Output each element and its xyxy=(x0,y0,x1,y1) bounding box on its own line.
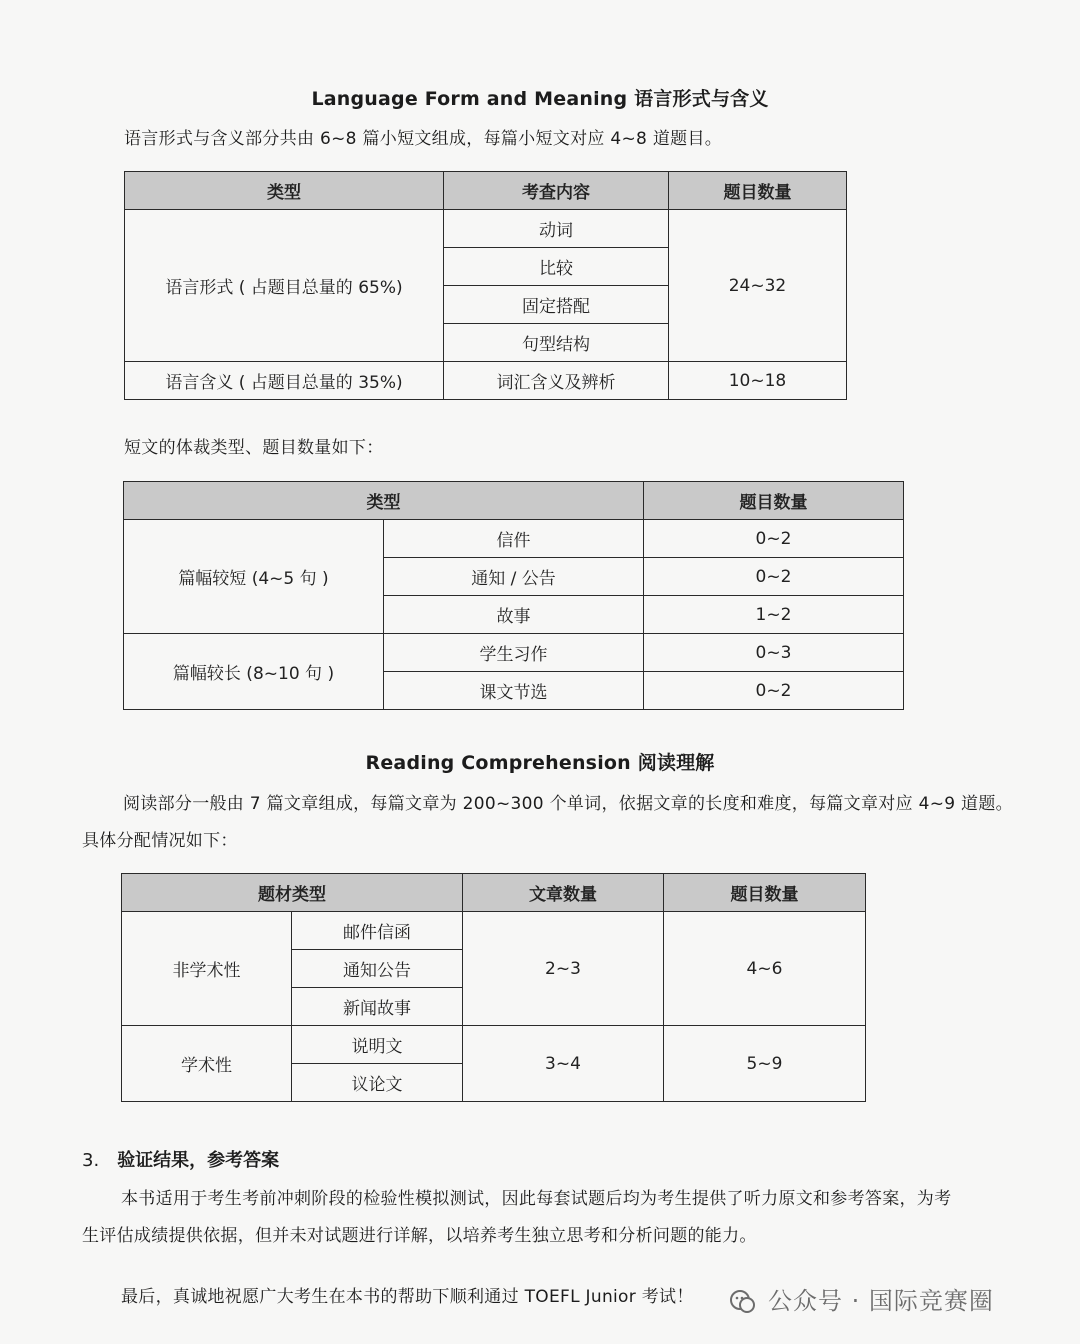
form-count-cell: 24~32 xyxy=(669,210,847,362)
articles-count-cell: 3~4 xyxy=(463,1026,664,1102)
count-cell: 1~2 xyxy=(644,596,904,634)
topic-item-cell: 邮件信函 xyxy=(292,912,463,950)
genre-intro: 短文的体裁类型、题目数量如下： xyxy=(124,438,384,458)
header-count: 题目数量 xyxy=(644,482,904,520)
watermark-text: 公众号 · 国际竞赛圈 xyxy=(768,1287,994,1315)
genre-cell: 课文节选 xyxy=(384,672,644,710)
header-questions: 题目数量 xyxy=(664,874,866,912)
form-item-cell: 动词 xyxy=(444,210,669,248)
reading-intro-line1: 阅读部分一般由 7 篇文章组成，每篇文章为 200~300 个单词，依据文章的长度和难度，每篇文章对应 4~9 道题。 xyxy=(123,794,1013,814)
academic-cell: 学术性 xyxy=(122,1026,292,1102)
watermark xyxy=(728,1284,994,1318)
table-header-row xyxy=(122,874,866,912)
articles-count-cell: 2~3 xyxy=(463,912,664,1026)
section-title-language-form: Language Form and Meaning 语言形式与含义 xyxy=(311,88,769,110)
wechat-icon xyxy=(728,1289,758,1315)
section3-para-line2: 生评估成绩提供依据，但并未对试题进行详解，以培养考生独立思考和分析问题的能力。 xyxy=(82,1226,757,1246)
meaning-type-cell: 语言含义 ( 占题目总量的 35%) xyxy=(125,362,444,400)
meaning-count-cell: 10~18 xyxy=(669,362,847,400)
section3-number: 3. xyxy=(82,1150,100,1171)
form-type-cell: 语言形式 ( 占题目总量的 65%) xyxy=(125,210,444,362)
section-title-reading: Reading Comprehension 阅读理解 xyxy=(365,752,715,774)
section3-title: 验证结果，参考答案 xyxy=(117,1150,280,1171)
header-type: 类型 xyxy=(124,482,644,520)
section3-heading xyxy=(82,1145,279,1177)
questions-count-cell: 4~6 xyxy=(664,912,866,1026)
table-row xyxy=(122,912,866,950)
form-item-cell: 固定搭配 xyxy=(444,286,669,324)
table-row xyxy=(124,634,904,672)
nonacademic-cell: 非学术性 xyxy=(122,912,292,1026)
genre-cell: 学生习作 xyxy=(384,634,644,672)
topic-item-cell: 议论文 xyxy=(292,1064,463,1102)
table-row xyxy=(125,362,847,400)
genre-cell: 故事 xyxy=(384,596,644,634)
genre-cell: 通知 / 公告 xyxy=(384,558,644,596)
long-length-cell: 篇幅较长 (8~10 句 ) xyxy=(124,634,384,710)
header-topic: 题材类型 xyxy=(122,874,463,912)
topic-item-cell: 通知公告 xyxy=(292,950,463,988)
header-count: 题目数量 xyxy=(669,172,847,210)
genre-table xyxy=(123,481,904,710)
section3-para-line1: 本书适用于考生考前冲刺阶段的检验性模拟测试，因此每套试题后均为考生提供了听力原文和参考答案，为考 xyxy=(121,1189,952,1209)
section-intro-language-form: 语言形式与含义部分共由 6~8 篇小短文组成，每篇小短文对应 4~8 道题目。 xyxy=(124,129,723,149)
table-header-row xyxy=(124,482,904,520)
language-form-table xyxy=(124,171,847,400)
header-type: 类型 xyxy=(125,172,444,210)
topic-item-cell: 说明文 xyxy=(292,1026,463,1064)
reading-table xyxy=(121,873,866,1102)
table-row xyxy=(122,1026,866,1064)
closing-sentence: 最后，真诚地祝愿广大考生在本书的帮助下顺利通过 TOEFL Junior 考试！ xyxy=(121,1287,694,1307)
short-length-cell: 篇幅较短 (4~5 句 ) xyxy=(124,520,384,634)
count-cell: 0~3 xyxy=(644,634,904,672)
table-row xyxy=(125,210,847,248)
count-cell: 0~2 xyxy=(644,558,904,596)
table-header-row xyxy=(125,172,847,210)
table-row xyxy=(124,520,904,558)
genre-cell: 信件 xyxy=(384,520,644,558)
header-content: 考查内容 xyxy=(444,172,669,210)
header-articles: 文章数量 xyxy=(463,874,664,912)
meaning-item-cell: 词汇含义及辨析 xyxy=(444,362,669,400)
questions-count-cell: 5~9 xyxy=(664,1026,866,1102)
form-item-cell: 比较 xyxy=(444,248,669,286)
form-item-cell: 句型结构 xyxy=(444,324,669,362)
topic-item-cell: 新闻故事 xyxy=(292,988,463,1026)
reading-intro-line2: 具体分配情况如下： xyxy=(82,831,238,851)
count-cell: 0~2 xyxy=(644,672,904,710)
count-cell: 0~2 xyxy=(644,520,904,558)
